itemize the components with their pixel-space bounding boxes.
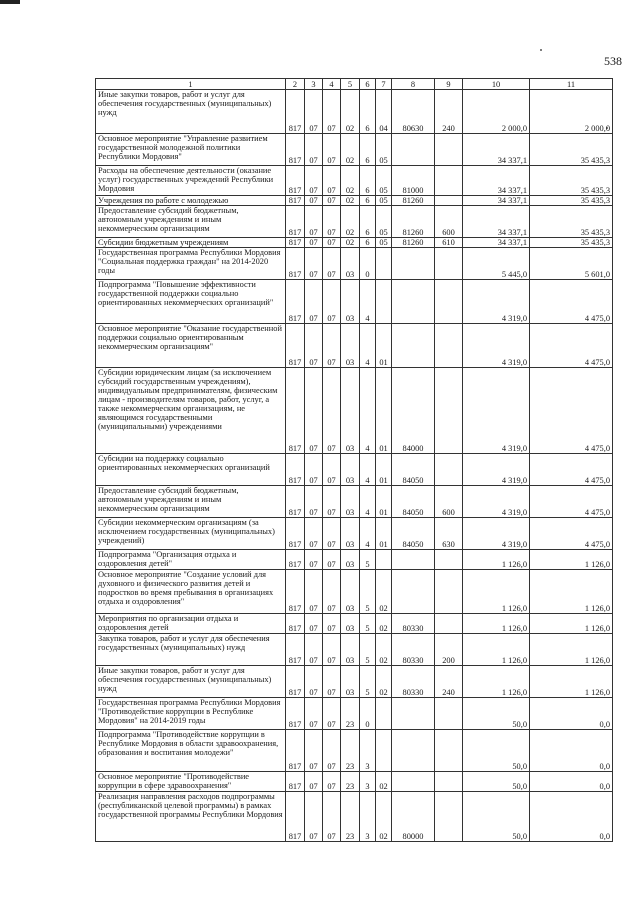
row-code-2: 817 bbox=[286, 134, 305, 166]
header-cell: 5 bbox=[341, 79, 360, 90]
scan-corner-mark bbox=[0, 0, 20, 4]
row-name: Мероприятия по организации отдыха и оздоровления детей bbox=[96, 614, 286, 634]
row-value-2020: 2 000,0 bbox=[530, 90, 613, 134]
row-code-7 bbox=[376, 550, 392, 570]
row-code-6: 6 bbox=[360, 90, 376, 134]
table-row bbox=[96, 518, 613, 550]
header-cell: 7 bbox=[376, 79, 392, 90]
row-value-2020: 4 475,0 bbox=[530, 486, 613, 518]
row-code-3: 07 bbox=[305, 166, 323, 196]
row-code-9: 610 bbox=[435, 238, 463, 248]
row-code-9: 200 bbox=[435, 634, 463, 666]
row-code-9 bbox=[435, 570, 463, 614]
header-cell: 10 bbox=[463, 79, 530, 90]
row-code-5: 03 bbox=[341, 634, 360, 666]
row-code-7: 05 bbox=[376, 196, 392, 206]
row-value-2020: 4 475,0 bbox=[530, 280, 613, 324]
row-code-3: 07 bbox=[305, 90, 323, 134]
row-code-9 bbox=[435, 280, 463, 324]
header-cell: 1 bbox=[96, 79, 286, 90]
header-cell: 9 bbox=[435, 79, 463, 90]
row-code-2: 817 bbox=[286, 772, 305, 792]
row-code-4: 07 bbox=[323, 368, 341, 454]
budget-table bbox=[95, 78, 613, 842]
row-code-8: 84050 bbox=[392, 486, 435, 518]
row-name: Предоставление субсидий бюджетным, автономным учреждениям и иным некоммерческим организациям bbox=[96, 206, 286, 238]
row-code-2: 817 bbox=[286, 324, 305, 368]
row-code-7: 01 bbox=[376, 368, 392, 454]
table-row bbox=[96, 206, 613, 238]
row-code-2: 817 bbox=[286, 792, 305, 842]
row-code-9 bbox=[435, 614, 463, 634]
row-code-7: 02 bbox=[376, 666, 392, 698]
row-value-2019: 34 337,1 bbox=[463, 134, 530, 166]
row-code-7: 05 bbox=[376, 166, 392, 196]
row-code-7: 02 bbox=[376, 634, 392, 666]
row-code-3: 07 bbox=[305, 614, 323, 634]
row-code-3: 07 bbox=[305, 634, 323, 666]
row-code-6: 3 bbox=[360, 792, 376, 842]
table-row bbox=[96, 90, 613, 134]
row-code-2: 817 bbox=[286, 634, 305, 666]
row-code-5: 23 bbox=[341, 792, 360, 842]
row-name: Предоставление субсидий бюджетным, автономным учреждениям и иным некоммерческим организациям bbox=[96, 486, 286, 518]
row-code-5: 02 bbox=[341, 206, 360, 238]
row-code-8 bbox=[392, 324, 435, 368]
row-code-4: 07 bbox=[323, 486, 341, 518]
row-code-4: 07 bbox=[323, 248, 341, 280]
row-code-3: 07 bbox=[305, 518, 323, 550]
row-code-6: 5 bbox=[360, 614, 376, 634]
row-value-2020: 1 126,0 bbox=[530, 570, 613, 614]
row-code-2: 817 bbox=[286, 90, 305, 134]
row-name: Субсидии бюджетным учреждениям bbox=[96, 238, 286, 248]
table-row bbox=[96, 368, 613, 454]
row-name: Реализация направления расходов подпрограммы (республиканской целевой программы) в рамках государственной программы Республики Мордовия bbox=[96, 792, 286, 842]
row-code-6: 4 bbox=[360, 368, 376, 454]
row-code-3: 07 bbox=[305, 666, 323, 698]
row-code-9: 600 bbox=[435, 486, 463, 518]
row-value-2019: 4 319,0 bbox=[463, 486, 530, 518]
row-code-8 bbox=[392, 280, 435, 324]
row-value-2019: 5 445,0 bbox=[463, 248, 530, 280]
row-code-6: 5 bbox=[360, 634, 376, 666]
row-code-2: 817 bbox=[286, 666, 305, 698]
row-value-2019: 1 126,0 bbox=[463, 550, 530, 570]
header-cell: 6 bbox=[360, 79, 376, 90]
row-code-3: 07 bbox=[305, 238, 323, 248]
row-code-5: 03 bbox=[341, 454, 360, 486]
row-code-2: 817 bbox=[286, 730, 305, 772]
row-code-5: 03 bbox=[341, 550, 360, 570]
row-name: Субсидии юридическим лицам (за исключением субсидий государственным учреждениям), индивидуальным предпринимателям, физическим лицам - производителям товаров, работ, услуг, а также некоммерческим организациям, не являющимся государственными (муниципальными) учреждениями bbox=[96, 368, 286, 454]
row-code-8 bbox=[392, 730, 435, 772]
row-code-6: 5 bbox=[360, 550, 376, 570]
row-code-8 bbox=[392, 550, 435, 570]
row-code-9 bbox=[435, 698, 463, 730]
row-value-2020: 0,0 bbox=[530, 772, 613, 792]
header-cell: 4 bbox=[323, 79, 341, 90]
row-value-2020: 1 126,0 bbox=[530, 666, 613, 698]
table-row bbox=[96, 196, 613, 206]
row-name: Расходы на обеспечение деятельности (оказание услуг) государственных учреждений Республики Мордовия bbox=[96, 166, 286, 196]
row-code-6: 6 bbox=[360, 196, 376, 206]
row-code-2: 817 bbox=[286, 518, 305, 550]
table-row bbox=[96, 280, 613, 324]
row-code-8: 81260 bbox=[392, 196, 435, 206]
row-code-9 bbox=[435, 166, 463, 196]
row-code-8: 81260 bbox=[392, 206, 435, 238]
row-code-7: 01 bbox=[376, 324, 392, 368]
row-code-8: 80630 bbox=[392, 90, 435, 134]
row-code-7: 05 bbox=[376, 238, 392, 248]
row-value-2019: 4 319,0 bbox=[463, 518, 530, 550]
row-code-4: 07 bbox=[323, 238, 341, 248]
row-value-2019: 1 126,0 bbox=[463, 666, 530, 698]
row-code-8 bbox=[392, 248, 435, 280]
row-code-9 bbox=[435, 324, 463, 368]
row-name: Иные закупки товаров, работ и услуг для обеспечения государственных (муниципальных) нужд bbox=[96, 666, 286, 698]
row-code-8 bbox=[392, 134, 435, 166]
row-code-2: 817 bbox=[286, 570, 305, 614]
row-code-8: 81260 bbox=[392, 238, 435, 248]
row-name: Основное мероприятие "Оказание государственной поддержки социально ориентированным некоммерческим организациям" bbox=[96, 324, 286, 368]
row-code-4: 07 bbox=[323, 324, 341, 368]
row-value-2020: 0,0 bbox=[530, 730, 613, 772]
row-value-2019: 34 337,1 bbox=[463, 196, 530, 206]
row-value-2019: 50,0 bbox=[463, 792, 530, 842]
row-code-8 bbox=[392, 772, 435, 792]
row-value-2019: 50,0 bbox=[463, 772, 530, 792]
row-code-2: 817 bbox=[286, 550, 305, 570]
row-code-3: 07 bbox=[305, 486, 323, 518]
row-code-3: 07 bbox=[305, 730, 323, 772]
row-code-5: 03 bbox=[341, 324, 360, 368]
row-code-2: 817 bbox=[286, 454, 305, 486]
table-row bbox=[96, 614, 613, 634]
row-code-4: 07 bbox=[323, 730, 341, 772]
row-code-2: 817 bbox=[286, 698, 305, 730]
table-row bbox=[96, 134, 613, 166]
row-code-2: 817 bbox=[286, 238, 305, 248]
row-name: Субсидии некоммерческим организациям (за исключением государственных (муниципальных) учреждений) bbox=[96, 518, 286, 550]
row-code-5: 03 bbox=[341, 368, 360, 454]
row-name: Субсидии на поддержку социально ориентированных некоммерческих организаций bbox=[96, 454, 286, 486]
row-code-5: 03 bbox=[341, 570, 360, 614]
row-value-2019: 4 319,0 bbox=[463, 324, 530, 368]
row-code-3: 07 bbox=[305, 196, 323, 206]
row-code-9 bbox=[435, 368, 463, 454]
row-value-2020: 1 126,0 bbox=[530, 550, 613, 570]
row-name: Учреждения по работе с молодежью bbox=[96, 196, 286, 206]
row-value-2019: 34 337,1 bbox=[463, 166, 530, 196]
header-cell: 3 bbox=[305, 79, 323, 90]
row-value-2020: 35 435,3 bbox=[530, 206, 613, 238]
row-code-2: 817 bbox=[286, 614, 305, 634]
row-code-3: 07 bbox=[305, 324, 323, 368]
row-code-3: 07 bbox=[305, 772, 323, 792]
row-code-5: 23 bbox=[341, 698, 360, 730]
row-value-2020: 4 475,0 bbox=[530, 454, 613, 486]
row-value-2019: 4 319,0 bbox=[463, 368, 530, 454]
header-cell: 2 bbox=[286, 79, 305, 90]
table-row bbox=[96, 730, 613, 772]
row-code-8 bbox=[392, 570, 435, 614]
row-code-9: 240 bbox=[435, 90, 463, 134]
row-code-4: 07 bbox=[323, 166, 341, 196]
row-code-4: 07 bbox=[323, 792, 341, 842]
page-number: 538 bbox=[604, 54, 622, 68]
row-code-4: 07 bbox=[323, 666, 341, 698]
row-code-7: 02 bbox=[376, 614, 392, 634]
row-code-6: 3 bbox=[360, 730, 376, 772]
row-code-3: 07 bbox=[305, 368, 323, 454]
row-name: Государственная программа Республики Мордовия "Противодействие коррупции в Республике Мордовия" на 2014-2019 годы bbox=[96, 698, 286, 730]
row-value-2019: 1 126,0 bbox=[463, 570, 530, 614]
table-row bbox=[96, 772, 613, 792]
row-code-9 bbox=[435, 730, 463, 772]
row-value-2019: 4 319,0 bbox=[463, 280, 530, 324]
row-code-9 bbox=[435, 792, 463, 842]
row-code-4: 07 bbox=[323, 206, 341, 238]
row-value-2019: 2 000,0 bbox=[463, 90, 530, 134]
row-name: Государственная программа Республики Мордовия "Социальная поддержка граждан" на 2014-2020 годы bbox=[96, 248, 286, 280]
row-code-4: 07 bbox=[323, 518, 341, 550]
row-code-7: 02 bbox=[376, 792, 392, 842]
row-code-5: 03 bbox=[341, 248, 360, 280]
table-header-row bbox=[96, 79, 613, 90]
row-code-9: 630 bbox=[435, 518, 463, 550]
row-code-9 bbox=[435, 454, 463, 486]
table-row bbox=[96, 486, 613, 518]
row-value-2019: 1 126,0 bbox=[463, 634, 530, 666]
table-row bbox=[96, 166, 613, 196]
row-code-3: 07 bbox=[305, 248, 323, 280]
row-code-6: 6 bbox=[360, 134, 376, 166]
row-value-2020: 35 435,3 bbox=[530, 134, 613, 166]
row-code-7 bbox=[376, 698, 392, 730]
row-code-5: 03 bbox=[341, 486, 360, 518]
row-name: Подпрограмма "Повышение эффективности государственной поддержки социально ориентированных некоммерческих организаций" bbox=[96, 280, 286, 324]
row-code-7: 04 bbox=[376, 90, 392, 134]
row-code-4: 07 bbox=[323, 454, 341, 486]
row-value-2019: 34 337,1 bbox=[463, 238, 530, 248]
row-code-4: 07 bbox=[323, 634, 341, 666]
row-code-3: 07 bbox=[305, 280, 323, 324]
row-code-4: 07 bbox=[323, 280, 341, 324]
row-code-7: 02 bbox=[376, 772, 392, 792]
row-code-6: 6 bbox=[360, 166, 376, 196]
row-code-7: 05 bbox=[376, 206, 392, 238]
table-row bbox=[96, 634, 613, 666]
row-value-2020: 4 475,0 bbox=[530, 368, 613, 454]
row-code-9 bbox=[435, 196, 463, 206]
table-row bbox=[96, 324, 613, 368]
row-code-8: 80330 bbox=[392, 614, 435, 634]
header-cell: 11 bbox=[530, 79, 613, 90]
row-code-4: 07 bbox=[323, 698, 341, 730]
row-value-2020: 5 601,0 bbox=[530, 248, 613, 280]
row-value-2020: 1 126,0 bbox=[530, 614, 613, 634]
row-value-2020: 1 126,0 bbox=[530, 634, 613, 666]
row-code-9: 600 bbox=[435, 206, 463, 238]
row-code-6: 4 bbox=[360, 518, 376, 550]
row-name: Закупка товаров, работ и услуг для обеспечения государственных (муниципальных) нужд bbox=[96, 634, 286, 666]
row-code-4: 07 bbox=[323, 90, 341, 134]
row-name: Иные закупки товаров, работ и услуг для обеспечения государственных (муниципальных) нужд bbox=[96, 90, 286, 134]
row-code-3: 07 bbox=[305, 792, 323, 842]
row-code-3: 07 bbox=[305, 134, 323, 166]
row-code-6: 3 bbox=[360, 772, 376, 792]
row-code-9 bbox=[435, 134, 463, 166]
row-code-6: 6 bbox=[360, 238, 376, 248]
row-code-8: 84050 bbox=[392, 518, 435, 550]
row-code-2: 817 bbox=[286, 280, 305, 324]
table-row bbox=[96, 792, 613, 842]
row-code-9 bbox=[435, 550, 463, 570]
row-value-2019: 50,0 bbox=[463, 698, 530, 730]
table-row bbox=[96, 666, 613, 698]
table-row bbox=[96, 248, 613, 280]
row-code-5: 02 bbox=[341, 166, 360, 196]
row-code-5: 03 bbox=[341, 614, 360, 634]
row-code-4: 07 bbox=[323, 196, 341, 206]
row-code-2: 817 bbox=[286, 248, 305, 280]
row-value-2019: 1 126,0 bbox=[463, 614, 530, 634]
row-code-5: 03 bbox=[341, 280, 360, 324]
table-row bbox=[96, 238, 613, 248]
row-code-7 bbox=[376, 730, 392, 772]
row-code-7: 01 bbox=[376, 486, 392, 518]
row-name: Подпрограмма "Противодействие коррупции в Республике Мордовия в области здравоохранения, образования и воспитания молодежи" bbox=[96, 730, 286, 772]
scan-speck bbox=[540, 49, 542, 51]
row-code-6: 4 bbox=[360, 454, 376, 486]
row-code-3: 07 bbox=[305, 698, 323, 730]
header-cell: 8 bbox=[392, 79, 435, 90]
row-code-4: 07 bbox=[323, 570, 341, 614]
row-code-7: 01 bbox=[376, 518, 392, 550]
row-code-2: 817 bbox=[286, 206, 305, 238]
row-code-8: 81000 bbox=[392, 166, 435, 196]
table-row bbox=[96, 698, 613, 730]
row-name: Подпрограмма "Организация отдыха и оздоровления детей" bbox=[96, 550, 286, 570]
table-row bbox=[96, 550, 613, 570]
row-code-8: 80000 bbox=[392, 792, 435, 842]
row-code-5: 23 bbox=[341, 730, 360, 772]
row-code-8: 84000 bbox=[392, 368, 435, 454]
row-value-2019: 50,0 bbox=[463, 730, 530, 772]
row-code-3: 07 bbox=[305, 454, 323, 486]
table-row bbox=[96, 454, 613, 486]
row-code-6: 6 bbox=[360, 206, 376, 238]
row-code-6: 0 bbox=[360, 698, 376, 730]
row-code-6: 5 bbox=[360, 666, 376, 698]
row-code-7 bbox=[376, 280, 392, 324]
row-value-2020: 35 435,3 bbox=[530, 238, 613, 248]
row-code-6: 4 bbox=[360, 280, 376, 324]
row-code-4: 07 bbox=[323, 550, 341, 570]
row-code-8 bbox=[392, 698, 435, 730]
row-code-6: 4 bbox=[360, 486, 376, 518]
row-code-5: 03 bbox=[341, 666, 360, 698]
row-code-4: 07 bbox=[323, 772, 341, 792]
row-value-2020: 35 435,3 bbox=[530, 196, 613, 206]
row-code-3: 07 bbox=[305, 570, 323, 614]
row-code-9: 240 bbox=[435, 666, 463, 698]
row-code-2: 817 bbox=[286, 166, 305, 196]
row-code-8: 80330 bbox=[392, 666, 435, 698]
row-code-5: 02 bbox=[341, 238, 360, 248]
table-row bbox=[96, 570, 613, 614]
row-code-2: 817 bbox=[286, 368, 305, 454]
row-code-7: 05 bbox=[376, 134, 392, 166]
row-value-2019: 4 319,0 bbox=[463, 454, 530, 486]
row-value-2020: 35 435,3 bbox=[530, 166, 613, 196]
row-code-6: 5 bbox=[360, 570, 376, 614]
row-code-7: 01 bbox=[376, 454, 392, 486]
row-code-7: 02 bbox=[376, 570, 392, 614]
row-value-2020: 4 475,0 bbox=[530, 518, 613, 550]
row-value-2020: 0,0 bbox=[530, 792, 613, 842]
row-code-2: 817 bbox=[286, 486, 305, 518]
row-code-9 bbox=[435, 248, 463, 280]
row-code-5: 02 bbox=[341, 90, 360, 134]
row-code-5: 02 bbox=[341, 134, 360, 166]
row-code-3: 07 bbox=[305, 206, 323, 238]
row-code-5: 03 bbox=[341, 518, 360, 550]
row-value-2019: 34 337,1 bbox=[463, 206, 530, 238]
row-name: Основное мероприятие "Создание условий для духовного и физического развития детей и подростков во время пребывания в организациях отдыха и оздоровления" bbox=[96, 570, 286, 614]
row-code-8: 84050 bbox=[392, 454, 435, 486]
row-code-6: 4 bbox=[360, 324, 376, 368]
row-code-5: 02 bbox=[341, 196, 360, 206]
row-value-2020: 0,0 bbox=[530, 698, 613, 730]
row-code-6: 0 bbox=[360, 248, 376, 280]
row-code-4: 07 bbox=[323, 614, 341, 634]
row-code-5: 23 bbox=[341, 772, 360, 792]
row-code-4: 07 bbox=[323, 134, 341, 166]
row-code-3: 07 bbox=[305, 550, 323, 570]
row-code-9 bbox=[435, 772, 463, 792]
row-code-8: 80330 bbox=[392, 634, 435, 666]
table-body bbox=[96, 90, 613, 842]
row-name: Основное мероприятие "Противодействие коррупции в сфере здравоохранения" bbox=[96, 772, 286, 792]
row-code-2: 817 bbox=[286, 196, 305, 206]
row-value-2020: 4 475,0 bbox=[530, 324, 613, 368]
row-name: Основное мероприятие "Управление развитием государственной молодежной политики Республики Мордовия" bbox=[96, 134, 286, 166]
row-code-7 bbox=[376, 248, 392, 280]
